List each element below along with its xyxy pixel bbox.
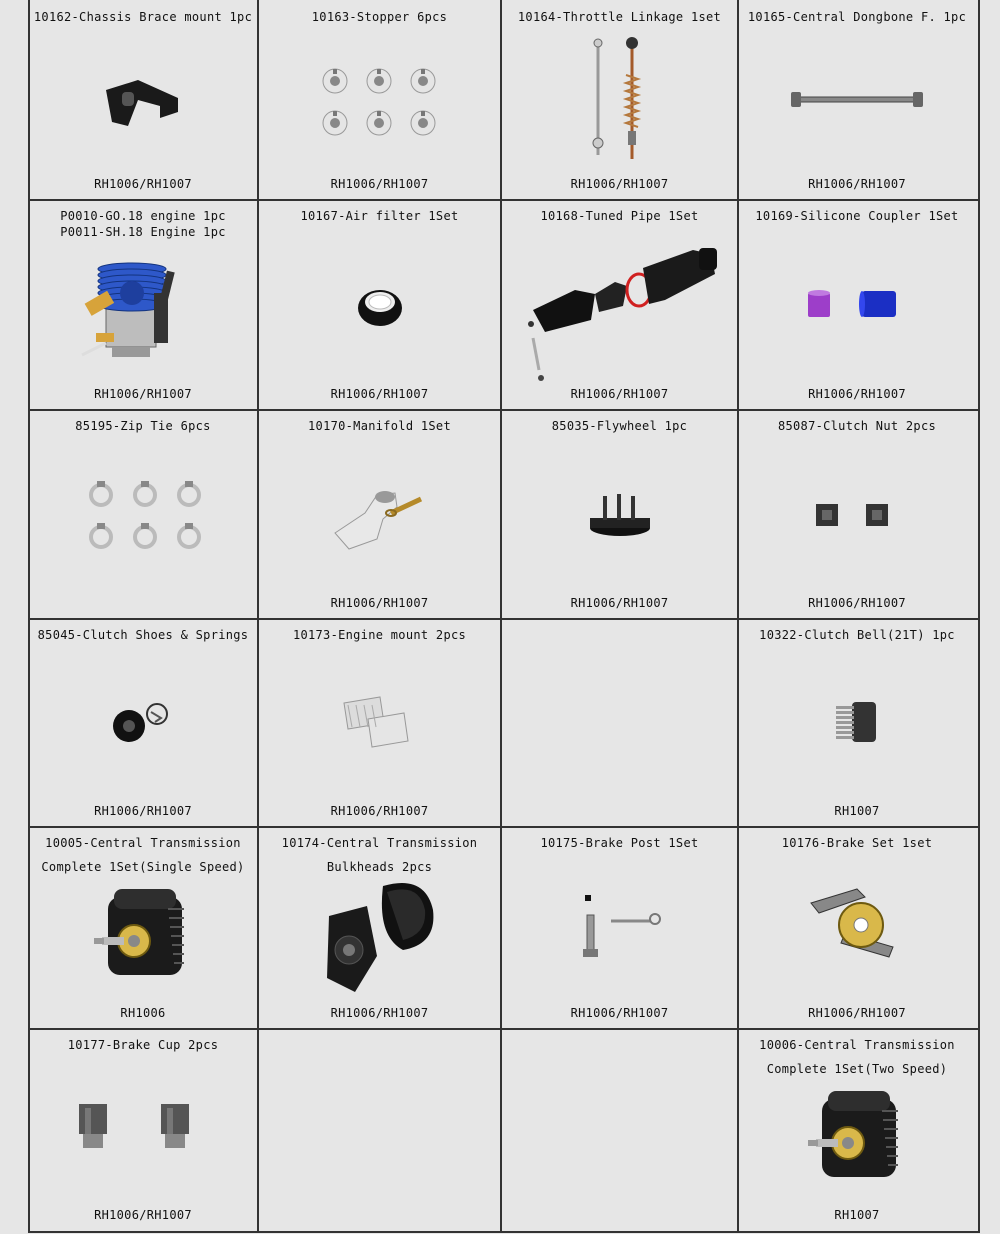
part-title: Complete 1Set(Two Speed) <box>766 1062 948 1076</box>
throttle-linkage-icon <box>501 34 738 166</box>
part-cell-clutch-bell <box>738 619 976 827</box>
part-title: 10163-Stopper 6pcs <box>311 10 448 24</box>
part-cell-bulkheads <box>258 827 501 1029</box>
part-title: 10177-Brake Cup 2pcs <box>67 1038 219 1052</box>
model-code: RH1006/RH1007 <box>330 1006 429 1020</box>
model-code: RH1006/RH1007 <box>808 387 906 401</box>
brake-set-icon <box>738 861 976 995</box>
part-cell-engine <box>28 200 258 410</box>
model-code: RH1006/RH1007 <box>330 596 429 610</box>
part-title: 10005-Central Transmission <box>45 836 241 850</box>
part-title: 10164-Throttle Linkage 1set <box>517 10 722 24</box>
model-code: RH1007 <box>834 804 880 818</box>
part-title: 85045-Clutch Shoes & Springs <box>37 628 249 642</box>
part-cell-clutch-nut <box>738 410 976 619</box>
clutch-bell-icon <box>738 653 976 793</box>
model-code: RH1006/RH1007 <box>330 804 429 818</box>
chassis-brace-mount-icon <box>28 34 258 166</box>
silicone-coupler-icon <box>738 234 976 376</box>
part-cell-manifold <box>258 410 501 619</box>
empty-part-cell <box>501 1029 738 1231</box>
air-filter-icon <box>258 234 501 376</box>
engine-icon <box>28 250 258 376</box>
part-title: 10167-Air filter 1Set <box>300 209 459 223</box>
part-title: 85195-Zip Tie 6pcs <box>75 419 211 433</box>
part-title: 10162-Chassis Brace mount 1pc <box>33 10 253 24</box>
part-title: Complete 1Set(Single Speed) <box>41 860 245 874</box>
part-cell-clutch-shoes <box>28 619 258 827</box>
model-code: RH1006/RH1007 <box>570 177 669 191</box>
bulkheads-icon <box>258 877 501 995</box>
zip-tie-icon <box>28 444 258 585</box>
part-cell-brake-cup <box>28 1029 258 1231</box>
part-cell-brake-post <box>501 827 738 1029</box>
stopper-icon <box>258 34 501 166</box>
model-code: RH1006/RH1007 <box>330 387 429 401</box>
model-code: RH1006/RH1007 <box>330 177 429 191</box>
model-code: RH1006/RH1007 <box>808 177 906 191</box>
manifold-icon <box>258 444 501 585</box>
model-code: RH1006/RH1007 <box>570 1006 669 1020</box>
model-code: RH1006/RH1007 <box>94 804 192 818</box>
part-cell-air-filter <box>258 200 501 410</box>
part-title: 10174-Central Transmission <box>281 836 478 850</box>
part-title: 10170-Manifold 1Set <box>308 419 451 433</box>
model-code: RH1006/RH1007 <box>94 1208 192 1222</box>
part-cell-stopper <box>258 0 501 200</box>
tuned-pipe-icon <box>501 234 738 376</box>
part-cell-flywheel <box>501 410 738 619</box>
clutch-nut-icon <box>738 444 976 585</box>
part-cell-zip-tie <box>28 410 258 619</box>
part-title: P0010-GO.18 engine 1pc <box>60 209 226 223</box>
model-code: RH1006/RH1007 <box>808 1006 906 1020</box>
transmission-icon <box>738 1079 976 1197</box>
part-title: Bulkheads 2pcs <box>326 860 433 874</box>
part-cell-throttle-linkage <box>501 0 738 200</box>
part-title: 85035-Flywheel 1pc <box>551 419 688 433</box>
part-cell-tuned-pipe <box>501 200 738 410</box>
engine-mount-icon <box>258 653 501 793</box>
model-code: RH1006/RH1007 <box>570 596 669 610</box>
part-title: 10169-Silicone Coupler 1Set <box>755 209 959 223</box>
brake-cup-icon <box>28 1063 258 1197</box>
part-title: 10322-Clutch Bell(21T) 1pc <box>759 628 955 642</box>
model-code: RH1006/RH1007 <box>570 387 669 401</box>
model-code: RH1007 <box>834 1208 880 1222</box>
brake-post-icon <box>501 861 738 995</box>
central-dogbone-icon <box>738 34 976 166</box>
part-title: 10175-Brake Post 1Set <box>540 836 699 850</box>
model-code: RH1006/RH1007 <box>94 387 192 401</box>
part-cell-chassis-brace-mount <box>28 0 258 200</box>
empty-part-cell <box>258 1029 501 1231</box>
model-code: RH1006/RH1007 <box>808 596 906 610</box>
flywheel-icon <box>501 444 738 585</box>
part-cell-engine-mount <box>258 619 501 827</box>
part-cell-brake-set <box>738 827 976 1029</box>
part-cell-transmission <box>738 1029 976 1231</box>
clutch-shoes-icon <box>28 653 258 793</box>
part-title: 10173-Engine mount 2pcs <box>292 628 467 642</box>
transmission-icon <box>28 877 258 995</box>
part-title: 85087-Clutch Nut 2pcs <box>777 419 937 433</box>
part-cell-central-dogbone <box>738 0 976 200</box>
part-title: 10165-Central Dongbone F. 1pc <box>747 10 967 24</box>
part-cell-transmission <box>28 827 258 1029</box>
part-title: 10006-Central Transmission <box>759 1038 955 1052</box>
model-code: RH1006/RH1007 <box>94 177 192 191</box>
part-title: 10168-Tuned Pipe 1Set <box>540 209 699 223</box>
part-cell-silicone-coupler <box>738 200 976 410</box>
part-title: P0011-SH.18 Engine 1pc <box>60 225 226 239</box>
empty-part-cell <box>501 619 738 827</box>
model-code: RH1006 <box>120 1006 166 1020</box>
part-title: 10176-Brake Set 1set <box>781 836 933 850</box>
